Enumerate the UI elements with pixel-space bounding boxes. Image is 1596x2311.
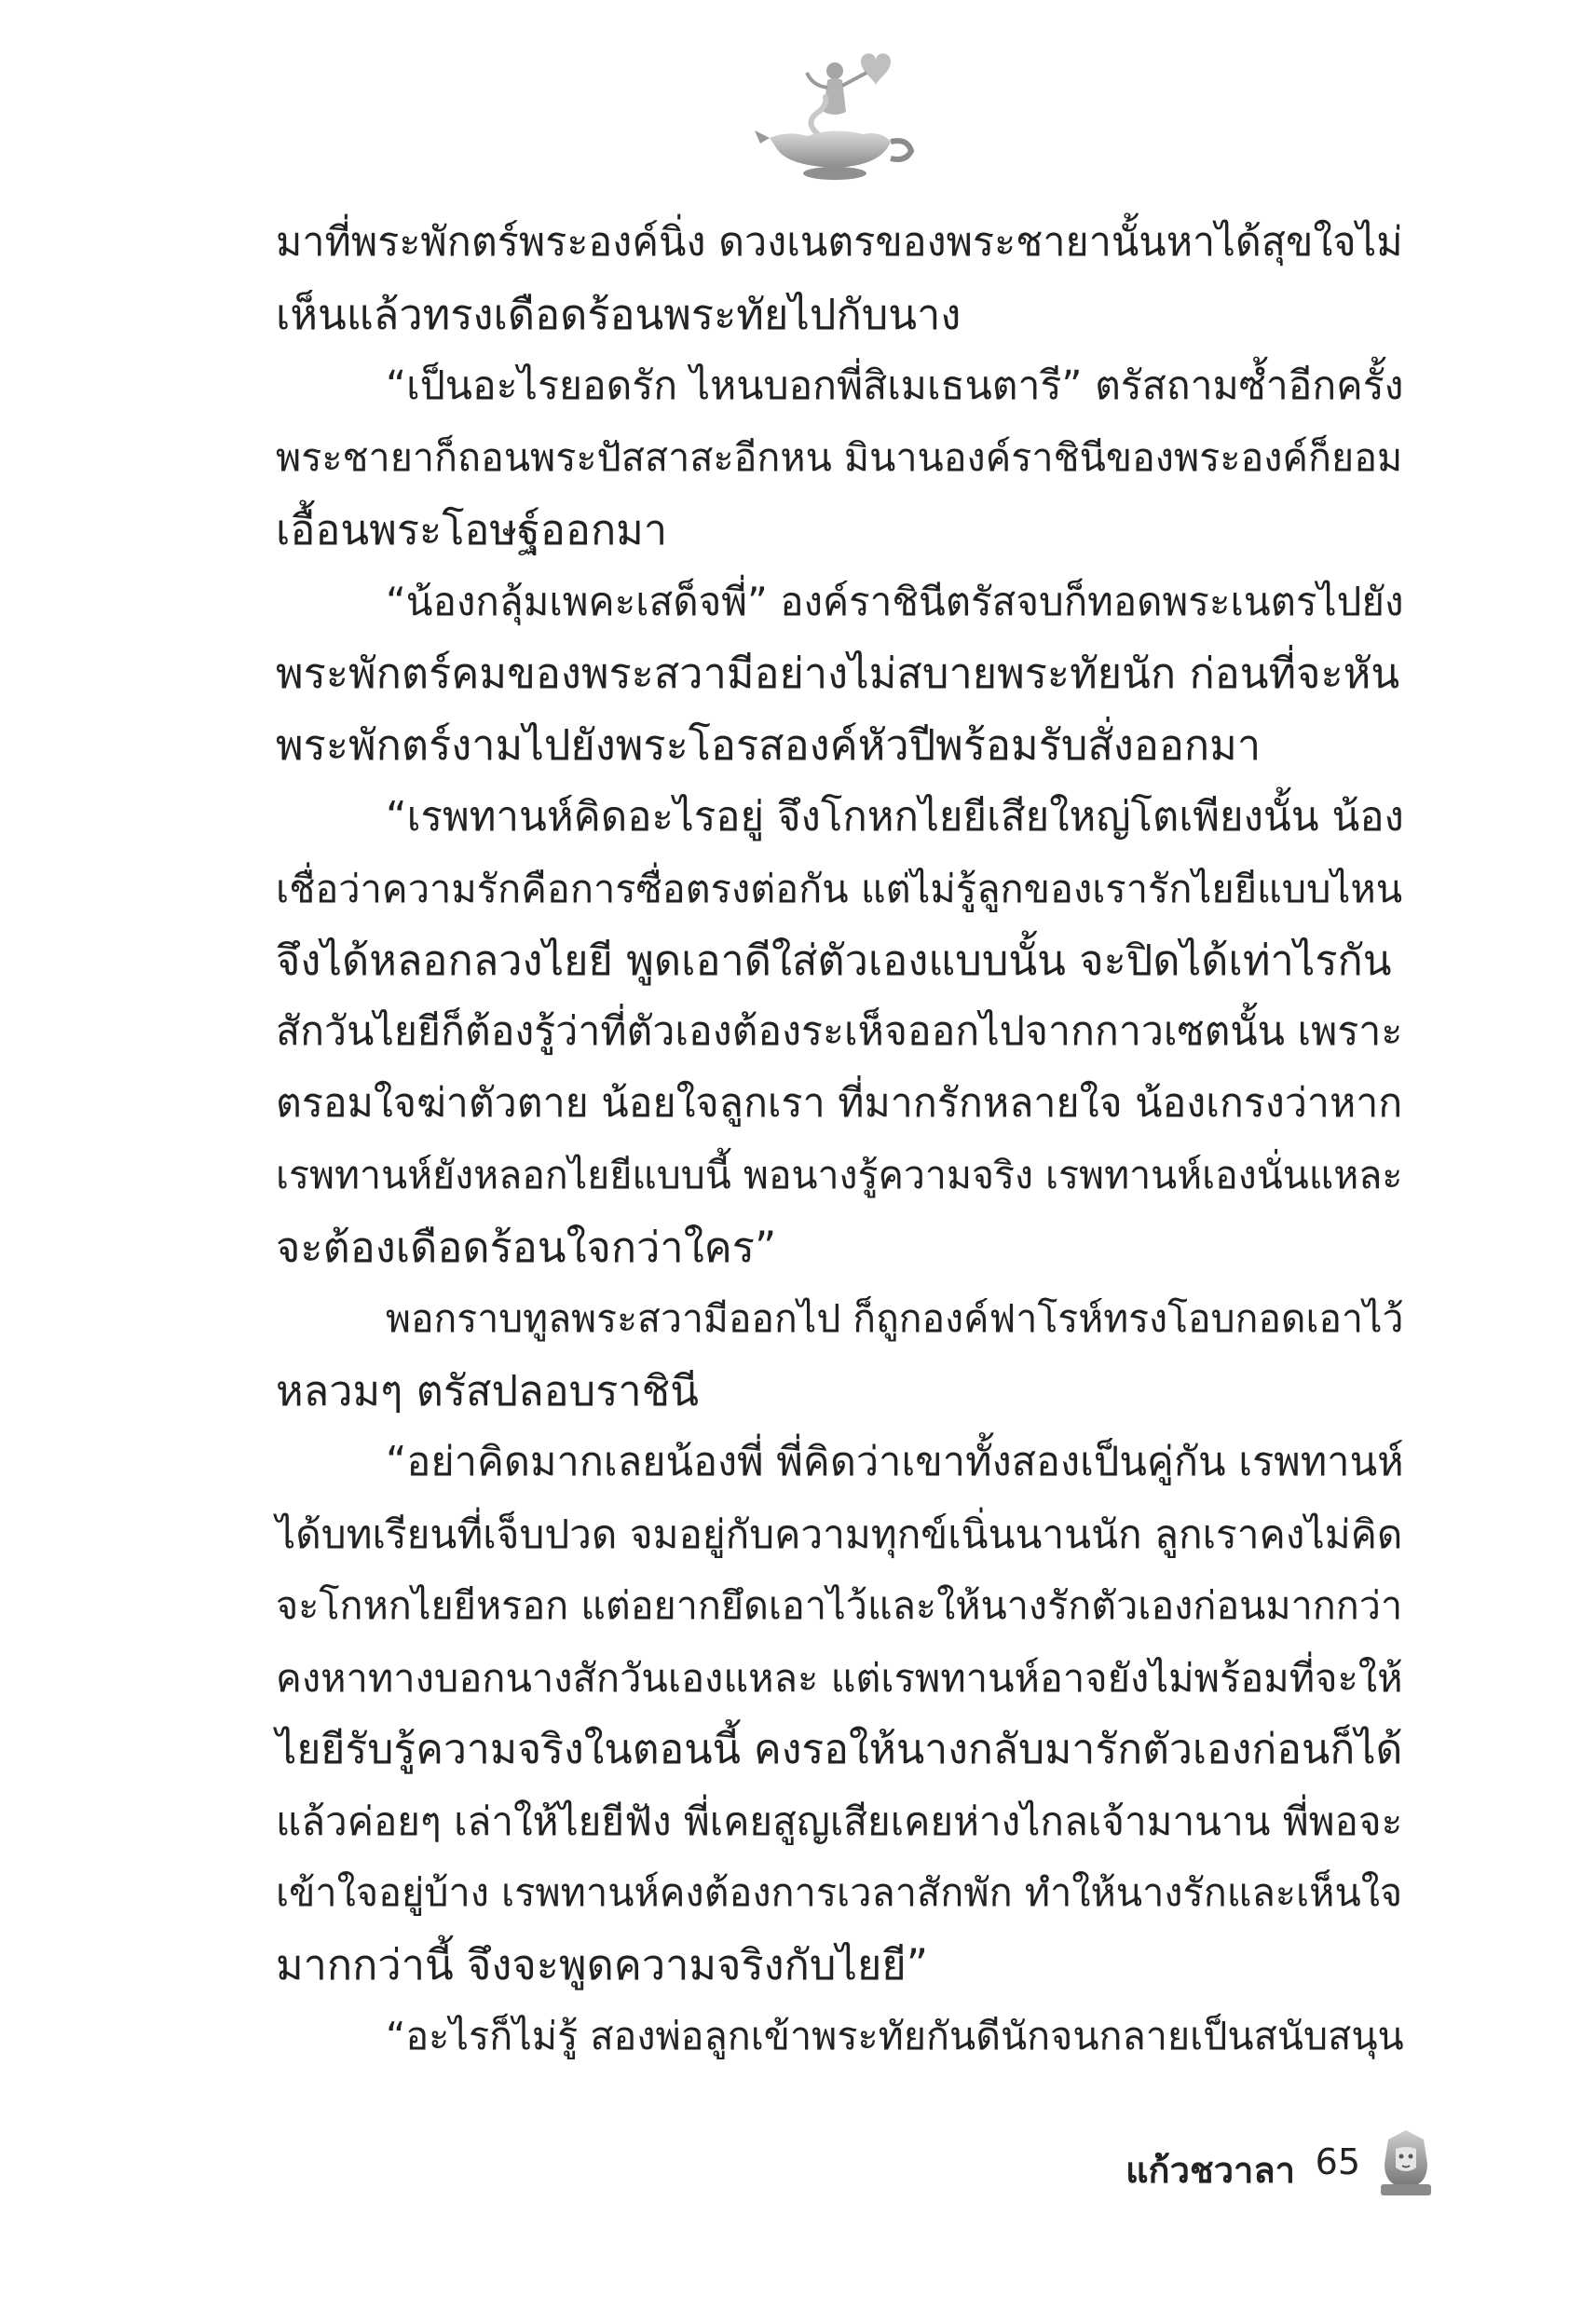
chapter-body-text: [276, 207, 1414, 2072]
text-line: ได้บทเรียนที่เจ็บปวด จมอยู่กับความทุกข์เนิ่นนานนัก ลูกเราคงไม่คิด: [276, 1511, 1403, 1557]
text-line: มากกว่านี้ จึงจะพูดความจริงกับไยยี”: [276, 1940, 929, 1990]
sphinx-icon: [1377, 2126, 1435, 2199]
book-title: แก้วชวาลา: [1125, 2150, 1295, 2191]
page-footer: [1071, 2123, 1463, 2207]
text-line: ตรอมใจฆ่าตัวตาย น้อยใจลูกเรา ที่มากรักหลายใจ น้องเกรงว่าหาก: [276, 1080, 1403, 1127]
text-line: สักวันไยยีก็ต้องรู้ว่าที่ตัวเองต้องระเห็จออกไปจากกาวเซตนั้น เพราะ: [276, 1008, 1403, 1055]
text-line: คงหาทางบอกนางสักวันเองแหละ แต่เรพทานห์อาจยังไม่พร้อมที่จะให้: [276, 1655, 1403, 1701]
text-line: ไยยีรับรู้ความจริงในตอนนี้ คงรอให้นางกลับมารักตัวเองก่อนก็ได้: [276, 1726, 1403, 1773]
genie-lamp-icon: [751, 45, 919, 185]
page-number: 65: [1315, 2141, 1360, 2182]
text-line: เห็นแล้วทรงเดือดร้อนพระทัยไปกับนาง: [276, 290, 962, 339]
text-line: เอื้อนพระโอษฐ์ออกมา: [276, 505, 668, 554]
text-line: “อย่าคิดมากเลยน้องพี่ พี่คิดว่าเขาทั้งสองเป็นคู่กัน เรพทานห์: [386, 1439, 1404, 1485]
text-line: พระชายาก็ถอนพระปัสสาสะอีกหน มินานองค์ราชินีของพระองค์ก็ยอม: [276, 435, 1403, 480]
text-line: “อะไรก็ไม่รู้ สองพ่อลูกเข้าพระทัยกันดีนักจนกลายเป็นสนับสนุน: [386, 2014, 1404, 2058]
text-line: หลวมๆ ตรัสปลอบราชินี: [276, 1366, 699, 1415]
text-line: พระพักตร์งามไปยังพระโอรสองค์หัวปีพร้อมรับสั่งออกมา: [276, 720, 1262, 770]
text-line: จะโกหกไยยีหรอก แต่อยากยึดเอาไว้และให้นางรักตัวเองก่อนมากกว่า: [276, 1583, 1403, 1628]
text-line: เชื่อว่าความรักคือการซื่อตรงต่อกัน แต่ไม่รู้ลูกของเรารักไยยีแบบไหน: [276, 866, 1403, 911]
text-line: “น้องกลุ้มเพคะเสด็จพี่” องค์ราชินีตรัสจบก็ทอดพระเนตรไปยัง: [386, 579, 1404, 624]
text-line: “เป็นอะไรยอดรัก ไหนบอกพี่สิเมเธนตารี” ตรัสถามซ้ำอีกครั้ง: [386, 362, 1404, 409]
text-line: มาที่พระพักตร์พระองค์นิ่ง ดวงเนตรของพระชายานั้นหาได้สุขใจไม่: [276, 219, 1403, 266]
text-line: แล้วค่อยๆ เล่าให้ไยยีฟัง พี่เคยสูญเสียเคยห่างไกลเจ้ามานาน พี่พอจะ: [276, 1798, 1403, 1844]
text-line: จะต้องเดือดร้อนใจกว่าใคร”: [276, 1223, 777, 1272]
text-line: เรพทานห์ยังหลอกไยยีแบบนี้ พอนางรู้ความจริง เรพทานห์เองนั่นแหละ: [276, 1153, 1403, 1197]
text-line: “เรพทานห์คิดอะไรอยู่ จึงโกหกไยยีเสียใหญ่โตเพียงนั้น น้อง: [386, 793, 1404, 841]
text-line: จึงได้หลอกลวงไยยี พูดเอาดีใส่ตัวเองแบบนั้น จะปิดได้เท่าไรกัน: [276, 936, 1392, 985]
text-line: เข้าใจอยู่บ้าง เรพทานห์คงต้องการเวลาสักพัก ทำให้นางรักและเห็นใจ: [276, 1870, 1403, 1915]
text-line: พอกราบทูลพระสวามีออกไป ก็ถูกองค์ฟาโรห์ทรงโอบกอดเอาไว้: [386, 1296, 1404, 1341]
text-line: พระพักตร์คมของพระสวามีอย่างไม่สบายพระทัยนัก ก่อนที่จะหัน: [276, 649, 1400, 698]
